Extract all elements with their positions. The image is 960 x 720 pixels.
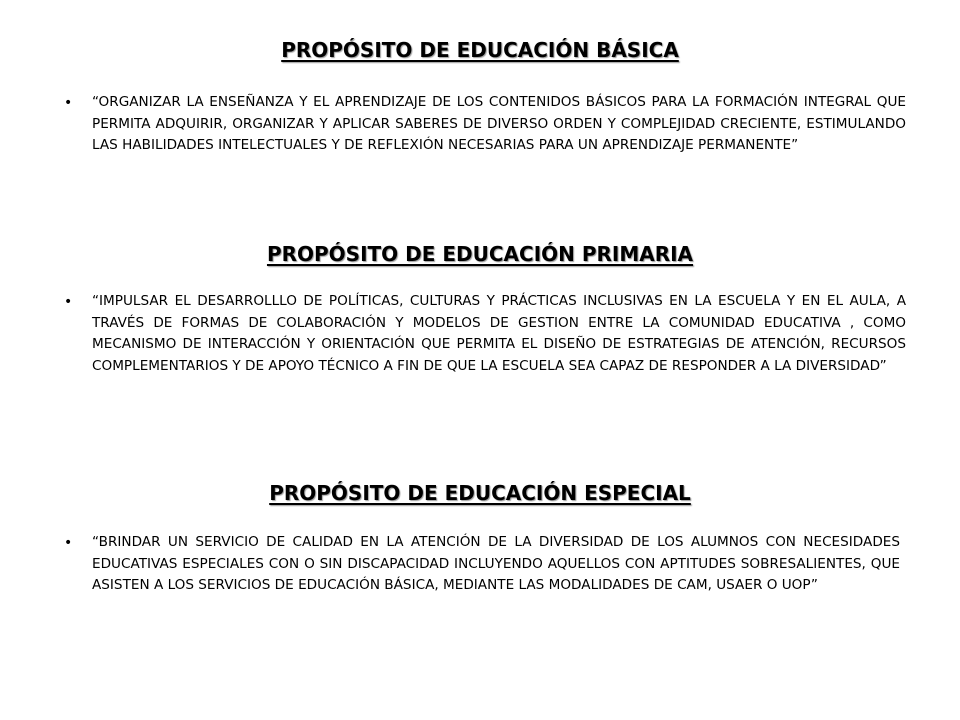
purpose-text-educacion-especial: “BRINDAR UN SERVICIO DE CALIDAD EN LA ATENCIÓN DE LA DIVERSIDAD DE LOS ALUMNOS CON NECESIDADES EDUCATIVAS ESPECIALES CON O SIN DISCAPACIDAD INCLUYENDO AQUELLOS CON APTITUDES SOBRESALIENTES, QUE ASISTEN A LOS SERVICIOS DE EDUCACIÓN BÁSICA, MEDIANTE LAS MODALIDADES DE CAM, USAER O UOP”	[92, 534, 900, 594]
purpose-text-educacion-basica: “ORGANIZAR LA ENSEÑANZA Y EL APRENDIZAJE DE LOS CONTENIDOS BÁSICOS PARA LA FORMACIÓN INTEGRAL QUE PERMITA ADQUIRIR, ORGANIZAR Y APLICAR SABERES DE DIVERSO ORDEN Y COMPLEJIDAD CRECIENTE, ESTIMULANDO LAS HABILIDADES INTELECTUALES Y DE REFLEXIÓN NECESARIAS PARA UN APRENDIZAJE PERMANENTE”	[92, 94, 906, 154]
heading-educacion-basica: PROPÓSITO DE EDUCACIÓN BÁSICA	[281, 38, 679, 62]
bullet-icon: •	[64, 294, 73, 310]
bullet-item-educacion-primaria	[62, 291, 908, 377]
heading-educacion-primaria: PROPÓSITO DE EDUCACIÓN PRIMARIA	[266, 242, 694, 266]
heading-educacion-especial: PROPÓSITO DE EDUCACIÓN ESPECIAL	[269, 481, 691, 505]
bullet-item-educacion-especial	[62, 532, 900, 597]
purpose-text-educacion-primaria: “IMPULSAR EL DESARROLLLO DE POLÍTICAS, CULTURAS Y PRÁCTICAS INCLUSIVAS EN LA ESCUELA Y EN EL AULA, A TRAVÉS DE FORMAS DE COLABORACIÓN Y MODELOS DE GESTION ENTRE LA COMUNIDAD EDUCATIVA , COMO MECANISMO DE INTERACCIÓN Y ORIENTACIÓN QUE PERMITA EL DISEÑO DE ESTRATEGIAS DE ATENCIÓN, RECURSOS COMPLEMENTARIOS Y DE APOYO TÉCNICO A FIN DE QUE LA ESCUELA SEA CAPAZ DE RESPONDER A LA DIVERSIDAD”	[92, 293, 906, 374]
bullet-item-educacion-basica	[62, 92, 908, 157]
bullet-icon: •	[64, 95, 73, 111]
bullet-icon: •	[64, 535, 73, 551]
